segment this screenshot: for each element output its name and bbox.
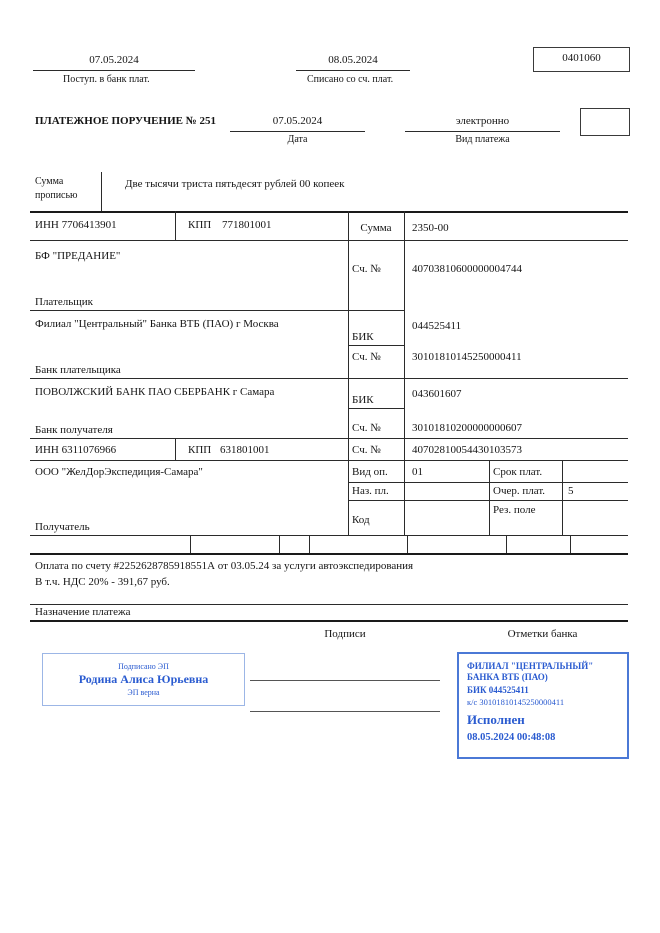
ep-valid-label: ЭП верна — [127, 688, 160, 697]
stamp-timestamp: 08.05.2024 00:48:08 — [467, 731, 556, 743]
signature-line-2 — [250, 711, 440, 712]
right-label-column-left-border — [489, 460, 490, 535]
payee-bank-bik: 043601607 — [412, 388, 462, 400]
row1-inn-kpp-divider — [175, 211, 176, 240]
payee-bank-name: ПОВОЛЖСКИЙ БАНК ПАО СБЕРБАНК г Самара — [35, 386, 275, 398]
payee-inn-bottom-line — [30, 460, 628, 461]
payee-account-label: Сч. № — [352, 444, 381, 456]
received-in-bank-label: Поступ. в банк плат. — [63, 74, 150, 85]
row1-bottom-line — [30, 240, 628, 241]
payer-inn: ИНН 7706413901 — [35, 219, 117, 231]
form-code: 0401060 — [562, 52, 601, 64]
status-code-box — [580, 108, 630, 136]
amount-words-label-line2: прописью — [35, 190, 78, 201]
row5-inn-kpp-divider — [175, 438, 176, 460]
document-date-value: 07.05.2024 — [272, 115, 323, 127]
purpose-line1: Оплата по счету #2252628785918551А от 03.05.24 за услуги автоэкспедирования — [35, 560, 414, 572]
tax-row-bottom-border — [30, 553, 628, 555]
payee-kpp: 631801001 — [220, 444, 270, 456]
received-in-bank-date: 07.05.2024 — [89, 54, 139, 66]
purpose-code-label: Наз. пл. — [352, 485, 389, 497]
table-top-border — [30, 211, 628, 213]
priority-value: 5 — [568, 485, 574, 497]
payer-bank-bik-split-line — [348, 345, 404, 346]
amount-words-divider — [101, 172, 102, 211]
purpose-section-label: Назначение платежа — [35, 606, 131, 618]
payer-bank-bik-label: БИК — [352, 331, 374, 343]
payer-section-label: Плательщик — [35, 296, 93, 308]
payer-account: 40703810600000004744 — [412, 263, 522, 275]
code-label: Код — [352, 514, 370, 526]
payment-kind-value: электронно — [455, 115, 510, 127]
tax-row-divider-2 — [279, 535, 280, 553]
stamp-status: Исполнен — [467, 711, 525, 727]
op-kind-label: Вид оп. — [352, 466, 388, 478]
debited-date-underline — [296, 70, 410, 71]
tax-row-divider-5 — [506, 535, 507, 553]
document-date-label: Дата — [287, 134, 308, 145]
payee-name: ООО "ЖелДорЭкспедиция-Самара" — [35, 466, 203, 478]
tax-row-divider-6 — [570, 535, 571, 553]
document-title: ПЛАТЕЖНОЕ ПОРУЧЕНИЕ № 251 — [35, 115, 217, 127]
payment-kind-label: Вид платежа — [455, 134, 510, 145]
payee-account: 40702810054430103573 — [412, 444, 522, 456]
op-kind-bottom-line — [348, 482, 628, 483]
payer-bank-section-label: Банк плательщика — [35, 364, 121, 376]
stamp-bank-name: ФИЛИАЛ "ЦЕНТРАЛЬНЫЙ" БАНКА ВТБ (ПАО) — [467, 661, 594, 683]
purpose-section-top-line — [30, 604, 628, 605]
bank-marks-label: Отметки банка — [507, 628, 578, 640]
amount-in-words: Две тысячи триста пятьдесят рублей 00 копеек — [125, 178, 345, 190]
payer-kpp-label: КПП — [188, 219, 212, 231]
payee-bank-bik-split-line — [348, 408, 404, 409]
payer-bank-bik: 044525411 — [412, 320, 462, 332]
electronic-signature-stamp — [42, 653, 245, 706]
tax-row-divider-4 — [407, 535, 408, 553]
payer-kpp: 771801001 — [222, 219, 272, 231]
tax-row-divider-1 — [190, 535, 191, 553]
op-kind-value: 01 — [412, 466, 423, 478]
payee-bank-bottom-line — [30, 438, 628, 439]
pay-term-label: Срок плат. — [493, 466, 543, 478]
received-date-underline — [33, 70, 195, 71]
signature-line-1 — [250, 680, 440, 681]
payee-bank-bik-label: БИК — [352, 394, 374, 406]
payee-inn: ИНН 6311076966 — [35, 444, 117, 456]
payment-kind-underline — [405, 131, 560, 132]
stamp-bik: БИК 044525411 — [467, 684, 529, 695]
right-label-column-right-border — [562, 460, 563, 535]
debited-label: Списано со сч. плат. — [307, 74, 394, 85]
payee-kpp-label: КПП — [188, 444, 212, 456]
reserve-field-label: Рез. поле — [493, 504, 536, 516]
signed-by-ep-label: Подписано ЭП — [118, 662, 169, 671]
payee-bank-account-label: Сч. № — [352, 422, 381, 434]
purpose-code-bottom-line — [348, 500, 628, 501]
signer-name: Родина Алиса Юрьевна — [78, 672, 209, 686]
payer-bank-bottom-line — [30, 378, 628, 379]
sum-label: Сумма — [360, 222, 392, 234]
label-column-right-border — [404, 211, 405, 535]
signatures-label: Подписи — [324, 628, 366, 640]
label-column-left-border — [348, 211, 349, 535]
stamp-corr-account: к/с 30101810145250000411 — [467, 696, 565, 707]
payer-bank-account: 30101810145250000411 — [412, 351, 522, 363]
amount-words-label-line1: Сумма — [35, 176, 64, 187]
purpose-section-bottom-border — [30, 620, 628, 622]
payer-bank-account-label: Сч. № — [352, 351, 381, 363]
payer-account-label: Сч. № — [352, 263, 381, 275]
payee-section-label: Получатель — [35, 521, 90, 533]
priority-label: Очер. плат. — [493, 485, 546, 497]
sum-value: 2350-00 — [412, 222, 449, 234]
purpose-line2: В т.ч. НДС 20% - 391,67 руб. — [35, 576, 170, 588]
debited-date: 08.05.2024 — [328, 54, 378, 66]
payee-bottom-line — [30, 535, 628, 536]
tax-row-divider-3 — [309, 535, 310, 553]
form-code-box — [533, 47, 630, 72]
bank-execution-stamp — [457, 652, 629, 759]
payer-bank-name: Филиал "Центральный" Банка ВТБ (ПАО) г Москва — [35, 318, 279, 330]
payee-bank-account: 30101810200000000607 — [412, 422, 522, 434]
document-date-underline — [230, 131, 365, 132]
payee-bank-section-label: Банк получателя — [35, 424, 113, 436]
payer-name: БФ "ПРЕДАНИЕ" — [35, 250, 121, 262]
